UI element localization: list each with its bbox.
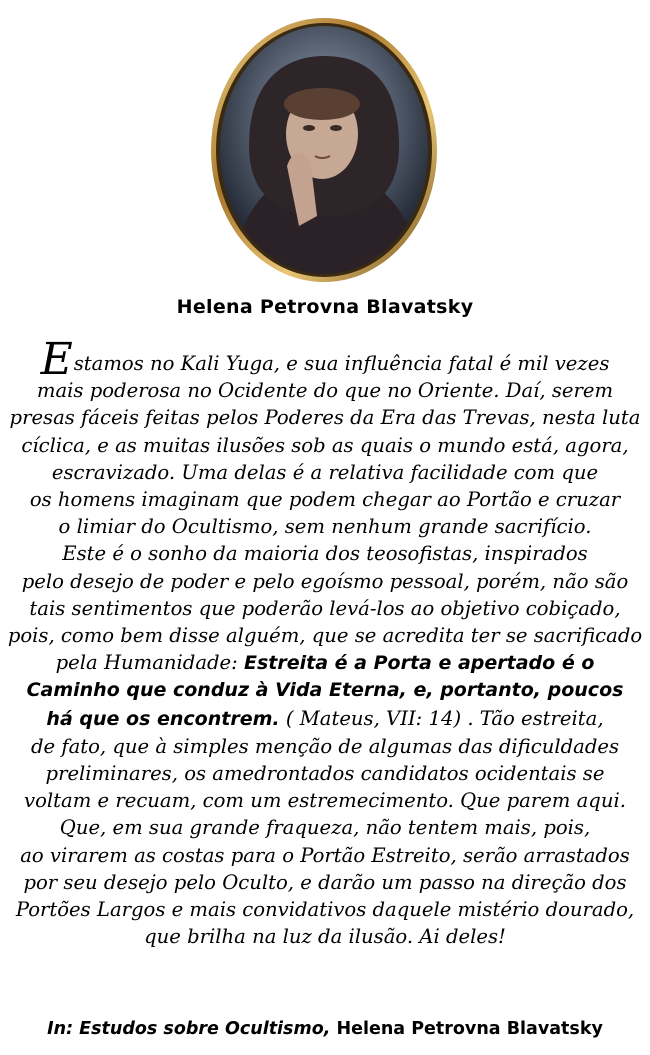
quote-line-text: stamos no Kali Yuga, e sua influência fatal é mil vezes <box>73 352 610 375</box>
source-author: Helena Petrovna Blavatsky <box>330 1019 603 1039</box>
quote-line: mais poderosa no Ocidente do que no Oriente. Daí, serem <box>36 379 614 403</box>
quote-line: voltam e recuam, com um estremecimento. Que parem aqui. <box>24 789 626 813</box>
quote-line: os homens imaginam que podem chegar ao Portão e cruzar <box>29 488 621 512</box>
quote-line: preliminares, os amedrontados candidatos ocidentais se <box>45 762 605 786</box>
quote-line: Este é o sonho da maioria dos teosofistas, inspirados <box>62 542 588 566</box>
portrait-name-caption: Helena Petrovna Blavatsky <box>176 296 474 318</box>
quote-line: de fato, que à simples menção de algumas das dificuldades <box>30 734 620 758</box>
quote-line: cíclica, e as muitas ilusões sob as quais o mundo está, agora, <box>21 433 629 457</box>
oval-portrait-icon <box>209 16 439 284</box>
quote-line: Portões Largos e mais convidativos daquele mistério dourado, <box>15 898 635 922</box>
quote-line <box>0 649 650 677</box>
drop-cap: E <box>40 334 73 385</box>
portrait-frame <box>209 16 439 284</box>
quote-line: por seu desejo pelo Oculto, e darão um passo na direção dos <box>23 870 627 894</box>
quote-line <box>0 705 650 733</box>
source-title: In: Estudos sobre Ocultismo, <box>47 1019 331 1039</box>
quote-line-text: pela Humanidade: <box>55 651 244 675</box>
quote-line: ao virarem as costas para o Portão Estreito, serão arrastados <box>20 843 630 867</box>
quote-block <box>0 334 650 950</box>
quote-line: presas fáceis feitas pelos Poderes da Era das Trevas, nesta luta <box>9 406 641 430</box>
quote-line: que brilha na luz da ilusão. Ai deles! <box>144 925 506 949</box>
quote-line: Que, em sua grande fraqueza, não tentem mais, pois, <box>59 816 591 840</box>
quote-line: pois, como bem disse alguém, que se acredita ter se sacrificado <box>7 624 643 648</box>
quote-line: o limiar do Ocultismo, sem nenhum grande sacrifício. <box>58 515 592 539</box>
bible-reference: ( Mateus, VII: 14) . Tão estreita, <box>279 706 604 730</box>
quote-line: tais sentimentos que poderão levá-los ao objetivo cobiçado, <box>29 596 621 620</box>
source-citation <box>0 1019 650 1039</box>
quote-line: pelo desejo de poder e pelo egoísmo pessoal, porém, não são <box>21 569 629 593</box>
quote-line <box>0 334 650 385</box>
bible-quote-emphasis: Caminho que conduz à Vida Eterna, e, portanto, poucos <box>26 679 624 702</box>
quote-line: escravizado. Uma delas é a relativa facilidade com que <box>51 460 599 484</box>
bible-quote-emphasis: Estreita é a Porta e apertado é o <box>244 652 595 675</box>
bible-quote-emphasis: há que os encontrem. <box>46 707 280 730</box>
